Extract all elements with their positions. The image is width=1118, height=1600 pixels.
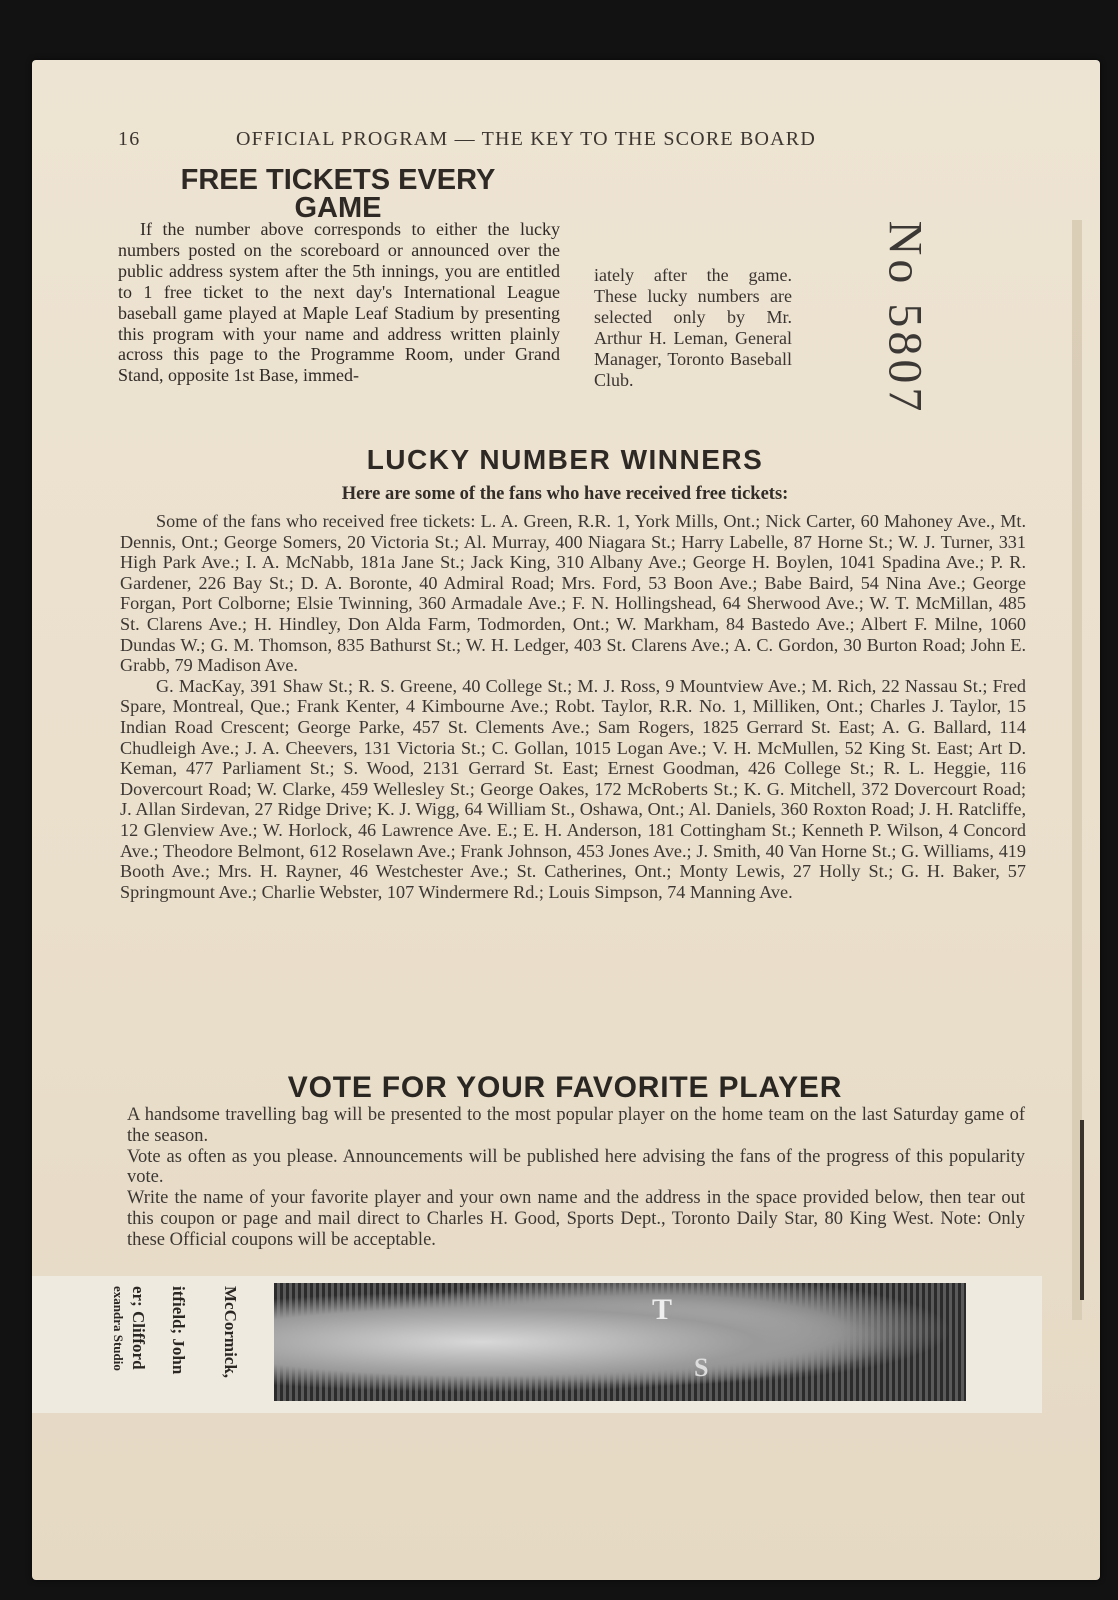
page-edge-shadow xyxy=(1080,1120,1084,1300)
vote-text xyxy=(127,1105,1025,1251)
winners-paragraph-2: G. MacKay, 391 Shaw St.; R. S. Greene, 40 College St.; M. J. Ross, 9 Mountview Ave.; M. Rich, 22 Nassau St.; Fred Spare, Montreal, Que.; Frank Kenter, 4 Kimbourne Ave.; Robt. Taylor, R.R. No. 1, Milliken, Ont.; Charles J. Taylor, 15 Indian Road Crescent; George Parke, 457 St. Clements Ave.; Sam Rogers, 1825 Gerrard St. East; A. G. Ballard, 114 Chudleigh Ave.; J. A. Cheevers, 131 Victoria St.; C. Gollan, 1015 Logan Ave.; V. H. McMullen, 52 King St. East; Art D. Keman, 477 Parliament St.; S. Wood, 2131 Gerrard St. East; Ernest Goodman, 426 College St.; R. L. Heggie, 116 Dovercourt Road; W. Clarke, 459 Wellesley St.; George Oakes, 172 McRoberts St.; K. G. Mitchell, 372 Dovercourt Road; J. Allan Sirdevan, 27 Ridge Drive; K. J. Wigg, 64 William St., Oshawa, Ont.; Al. Daniels, 360 Roxton Road; J. H. Ratcliffe, 12 Glenview Ave.; W. Horlock, 46 Lawrence Ave. E.; E. H. Anderson, 181 Cottingham St.; Kenneth P. Wilson, 4 Concord Ave.; Theodore Belmont, 612 Roselawn Ave.; Frank Johnson, 453 Jones Ave.; J. Smith, 40 Van Horne St.; G. Williams, 419 Booth Ave.; Mrs. H. Rayner, 46 Westchester Ave.; St. Catherines, Ont.; Monty Lewis, 27 Holly St.; G. H. Baker, 57 Springmount Ave.; Charlie Webster, 107 Windermere Rd.; Louis Simpson, 74 Manning Ave. xyxy=(120,675,1026,902)
free-tickets-text-left: If the number above corresponds to either the lucky numbers posted on the scoreboard or announced over the public address system after the 5th innings, you are entitled to 1 free ticket to the next day's International League baseball game played at Maple Leaf Stadium by presenting this program with your name and address written plainly across this page to the Programme Room, under Grand Stand, opposite 1st Base, immed- xyxy=(118,219,560,386)
vote-line-1: A handsome travelling bag will be presented to the most popular player on the home team on the last Saturday game of the season. xyxy=(127,1105,1025,1146)
lucky-winners-subtitle: Here are some of the fans who have received free tickets: xyxy=(341,484,789,504)
vote-line-3: Write the name of your favorite player and your own name and the address in the space provided below, then tear out this coupon or page and mail direct to Charles H. Good, Sports Dept., Toronto Daily Star, 80 King West. Note: Only these Official coupons will be acceptable. xyxy=(127,1188,1025,1250)
vote-line-2: Vote as often as you please. Announcements will be published here advising the fans of the progress of this popularity vote. xyxy=(127,1146,1025,1188)
caption-text-2: itfield; John xyxy=(169,1286,188,1375)
running-title: OFFICIAL PROGRAM — THE KEY TO THE SCORE BOARD xyxy=(236,128,816,150)
caption-column-4 xyxy=(110,1286,134,1411)
jersey-letter: T xyxy=(651,1293,672,1326)
vote-title: VOTE FOR YOUR FAVORITE PLAYER xyxy=(287,1071,843,1104)
free-tickets-title: FREE TICKETS EVERY GAME xyxy=(180,164,496,224)
caption-text-3: er; Clifford xyxy=(129,1286,148,1370)
jersey-letter: S xyxy=(694,1353,709,1382)
lucky-winners-title: LUCKY NUMBER WINNERS xyxy=(366,444,764,475)
winners-paragraph-1: Some of the fans who received free tickets: L. A. Green, R.R. 1, York Mills, Ont.; Nick Carter, 60 Mahoney Ave., Mt. Dennis, Ont.; George Somers, 20 Victoria St.; Al. Murray, 400 Niagara St.; Harry Labelle, 87 Horne St.; W. J. Turner, 331 High Park Ave.; I. A. McNabb, 181a Jane St.; Jack King, 310 Albany Ave.; George H. Boylen, 1041 Spadina Ave.; P. R. Gardener, 226 Bay St.; D. A. Boronte, 40 Admiral Road; Mrs. Ford, 53 Boon Ave.; Babe Baird, 54 Nina Ave.; George Forgan, Port Colborne; Elsie Twinning, 360 Armadale Ave.; F. N. Hollingshead, 64 Sherwood Ave.; W. T. McMillan, 485 St. Clarens Ave.; H. Hindley, Don Alda Farm, Todmorden, Ont.; W. Markham, 84 Bastedo Ave.; Albert F. Milne, 1060 Dundas W.; G. M. Thomson, 835 Bathurst St.; W. H. Ledger, 403 St. Clarens Ave.; A. C. Gordon, 30 Burton Road; John E. Grabb, 79 Madison Ave. xyxy=(120,511,1026,676)
serial-number-stamp xyxy=(870,195,940,440)
caption-text-4: exandra Studio xyxy=(111,1286,126,1371)
serial-number: No 5807 xyxy=(878,220,932,415)
caption-text-1: McCormick, xyxy=(221,1286,240,1379)
free-tickets-text-right: iately after the game. These lucky numbers are selected only by Mr. Arthur H. Leman, General Manager, Toronto Baseball Club. xyxy=(594,265,792,390)
team-photo xyxy=(274,1283,966,1401)
lucky-winners-list xyxy=(120,511,1026,902)
caption-column-1 xyxy=(220,1286,244,1411)
page-header xyxy=(118,128,943,154)
caption-column-2 xyxy=(168,1286,192,1411)
page-number: 16 xyxy=(118,128,141,150)
